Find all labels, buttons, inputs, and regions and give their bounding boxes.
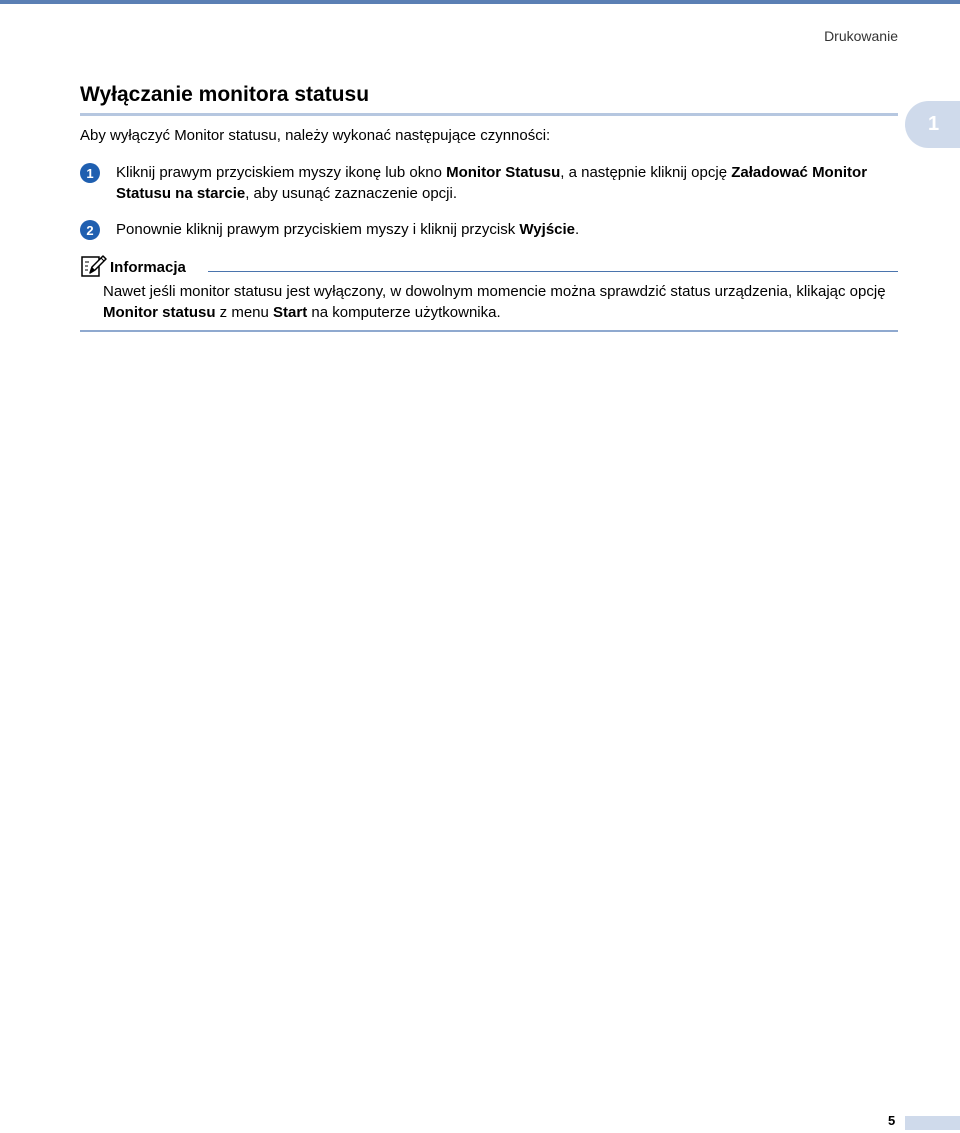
step-1-text-part: , a następnie kliknij opcję: [560, 164, 732, 181]
step-number-1: 1: [80, 163, 100, 183]
monitor-statusu-label: Monitor Statusu: [446, 164, 561, 181]
note-rule: [208, 271, 898, 272]
running-header: Drukowanie: [824, 28, 898, 44]
chapter-tab: 1: [905, 101, 960, 148]
step-2-text-part: .: [575, 221, 580, 238]
title-rule: [80, 113, 898, 116]
note-body: [103, 281, 900, 323]
step-1: [80, 162, 900, 204]
step-2: [80, 219, 900, 240]
section-title: Wyłączanie monitora statusu: [80, 83, 370, 106]
note-bottom-rule: [80, 330, 898, 332]
intro-text: Aby wyłączyć Monitor statusu, należy wykonać następujące czynności:: [80, 127, 551, 144]
page-number: 5: [888, 1113, 896, 1128]
note-text-part: na komputerze użytkownika.: [307, 304, 501, 321]
step-1-text-part: , aby usunąć zaznaczenie opcji.: [245, 185, 458, 202]
note-label: Informacja: [110, 259, 186, 276]
step-2-text-part: Ponownie kliknij prawym przyciskiem myszy i kliknij przycisk: [116, 221, 520, 238]
step-1-text: [116, 162, 900, 204]
exit-button-label: Wyjście: [519, 221, 576, 238]
autostart-option-label: Załadować Monitor Statusu na starcie: [116, 164, 868, 202]
step-2-text: [116, 219, 900, 240]
note-header: [80, 254, 898, 278]
note-text-part: Nawet jeśli monitor statusu jest wyłączony, w dowolnym momencie można sprawdzić status urządzenia, klikając opcję: [103, 283, 886, 300]
step-1-text-part: Kliknij prawym przyciskiem myszy ikonę lub okno: [116, 164, 447, 181]
top-rule: [0, 0, 960, 4]
note-text-part: z menu: [215, 304, 274, 321]
step-number-2: 2: [80, 220, 100, 240]
footer-bar: [905, 1116, 960, 1130]
start-menu-label: Start: [273, 304, 308, 321]
note-pencil-icon: [80, 254, 108, 278]
monitor-statusu-option: Monitor statusu: [103, 304, 216, 321]
